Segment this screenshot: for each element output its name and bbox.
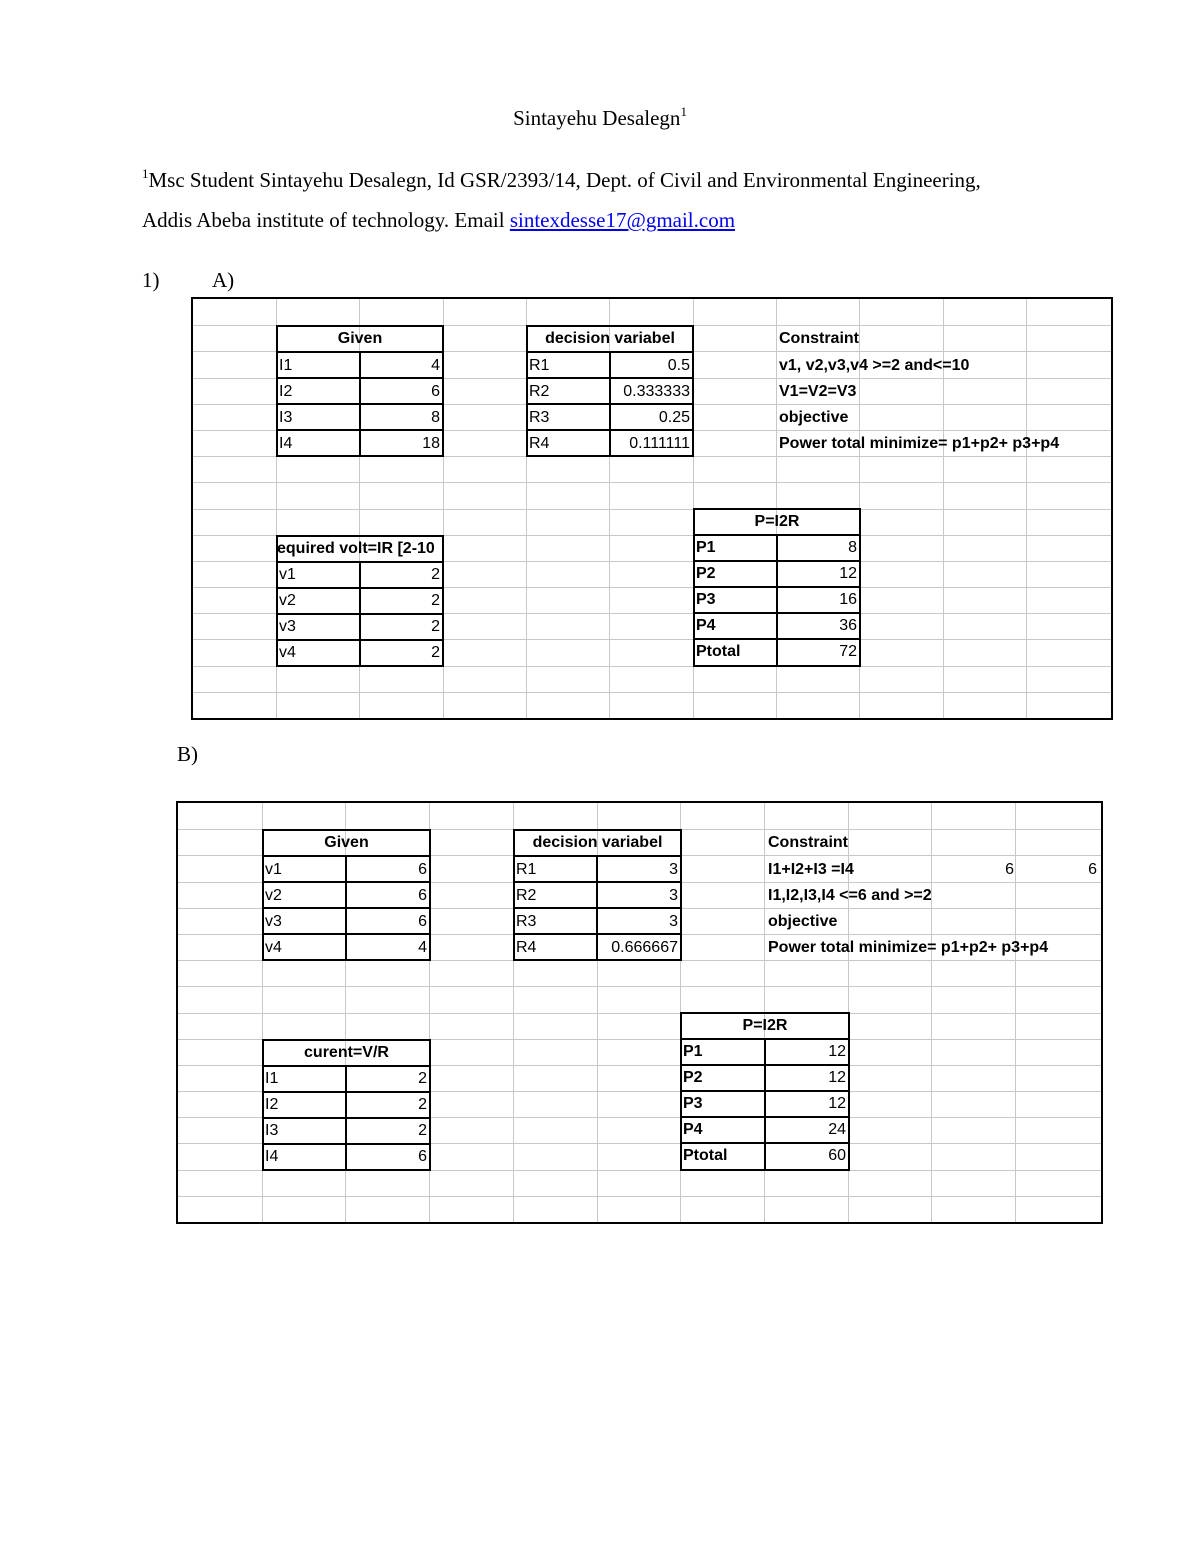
b-given-value: 6: [418, 887, 427, 904]
a-decision-label: R4: [529, 435, 550, 452]
b-power-label: P4: [683, 1121, 703, 1138]
a-voltage-value: 2: [431, 644, 440, 661]
a-power-label: P4: [696, 617, 716, 634]
b-constraint-line1: I1+I2+I3 =I4: [768, 861, 854, 878]
b-power-value: 24: [828, 1121, 846, 1138]
b-current-value: 2: [418, 1122, 427, 1139]
b-given-value: 4: [418, 939, 427, 956]
affiliation-text-2: Addis Abeba institute of technology. Email: [142, 208, 510, 232]
a-power-total-label: Ptotal: [696, 643, 741, 660]
a-constraint-line2: V1=V2=V3: [779, 383, 857, 400]
a-power-objective: Power total minimize= p1+p2+ p3+p4: [779, 435, 1060, 452]
b-current-label: I2: [265, 1096, 279, 1113]
email-link[interactable]: sintexdesse17@gmail.com: [509, 208, 736, 232]
a-given-title: Given: [337, 330, 383, 347]
a-power-value: 16: [839, 591, 857, 608]
b-constraint-line1-value2: 6: [1088, 861, 1097, 878]
author-name: Sintayehu Desalegn: [513, 106, 681, 130]
b-power-total-value: 60: [828, 1147, 846, 1164]
question-number: 1): [142, 268, 160, 292]
b-power-total-label: Ptotal: [683, 1147, 728, 1164]
a-voltage-title: equired volt=IR [2-10: [277, 540, 435, 557]
a-given-value: 6: [431, 383, 440, 400]
a-power-value: 36: [839, 617, 857, 634]
b-current-value: 6: [418, 1148, 427, 1165]
affiliation-superscript: 1: [142, 166, 149, 181]
part-b-spreadsheet: [176, 801, 1103, 1224]
a-power-total-value: 72: [839, 643, 857, 660]
b-power-objective: Power total minimize= p1+p2+ p3+p4: [768, 939, 1049, 956]
b-power-label: P2: [683, 1069, 703, 1086]
b-power-value: 12: [828, 1095, 846, 1112]
a-given-value: 4: [431, 357, 440, 374]
b-given-label: v4: [265, 939, 282, 956]
a-given-label: I4: [279, 435, 293, 452]
b-current-value: 2: [418, 1096, 427, 1113]
a-power-label: P1: [696, 539, 716, 556]
a-power-label: P3: [696, 591, 716, 608]
b-constraint-line1-value1: 6: [1005, 861, 1014, 878]
b-power-label: P1: [683, 1043, 703, 1060]
a-power-title: P=I2R: [754, 513, 800, 530]
a-constraint-line1: v1, v2,v3,v4 >=2 and<=10: [779, 357, 970, 374]
a-decision-label: R1: [529, 357, 550, 374]
a-decision-label: R3: [529, 409, 550, 426]
a-given-label: I3: [279, 409, 293, 426]
b-given-label: v2: [265, 887, 282, 904]
a-decision-label: R2: [529, 383, 550, 400]
b-current-label: I1: [265, 1070, 279, 1087]
b-decision-label: R2: [516, 887, 537, 904]
b-objective-label: objective: [768, 913, 838, 930]
affiliation-text-1: Msc Student Sintayehu Desalegn, Id GSR/2393/14, Dept. of Civil and Environmental Engineering,: [148, 168, 981, 192]
a-voltage-value: 2: [431, 592, 440, 609]
b-power-value: 12: [828, 1069, 846, 1086]
part-b-label: B): [177, 742, 198, 766]
a-decision-title: decision variabel: [545, 330, 675, 347]
a-decision-value: 0.5: [667, 357, 690, 374]
affiliation-line-1: [142, 168, 981, 193]
b-decision-title: decision variabel: [532, 834, 663, 851]
a-power-value: 8: [848, 539, 857, 556]
a-constraint-title: Constraint: [779, 330, 859, 347]
b-given-label: v1: [265, 861, 282, 878]
a-decision-value: 0.333333: [623, 383, 690, 400]
author-title: [0, 106, 1200, 131]
b-current-label: I4: [265, 1148, 279, 1165]
b-power-label: P3: [683, 1095, 703, 1112]
b-decision-value: 3: [669, 887, 678, 904]
b-decision-label: R1: [516, 861, 537, 878]
a-power-label: P2: [696, 565, 716, 582]
a-voltage-label: v3: [279, 618, 296, 635]
b-given-label: v3: [265, 913, 282, 930]
b-decision-value: 3: [669, 861, 678, 878]
a-voltage-label: v2: [279, 592, 296, 609]
b-decision-value: 0.666667: [611, 939, 678, 956]
part-a-label: A): [212, 268, 235, 292]
author-superscript: 1: [680, 104, 687, 119]
a-voltage-value: 2: [431, 618, 440, 635]
b-current-label: I3: [265, 1122, 279, 1139]
b-given-value: 6: [418, 913, 427, 930]
a-decision-value: 0.111111: [629, 435, 690, 452]
b-constraint-line2: I1,I2,I3,I4 <=6 and >=2: [768, 887, 932, 904]
b-decision-label: R3: [516, 913, 537, 930]
a-given-label: I1: [279, 357, 293, 374]
b-power-title: P=I2R: [742, 1017, 788, 1034]
b-given-title: Given: [324, 834, 369, 851]
a-given-label: I2: [279, 383, 293, 400]
a-given-value: 8: [431, 409, 440, 426]
a-objective-label: objective: [779, 409, 849, 426]
b-constraint-title: Constraint: [768, 834, 848, 851]
a-decision-value: 0.25: [658, 409, 690, 426]
b-given-value: 6: [418, 861, 427, 878]
affiliation-line-2: [142, 208, 735, 233]
b-current-title: curent=V/R: [304, 1044, 389, 1061]
a-power-value: 12: [839, 565, 857, 582]
b-power-value: 12: [828, 1043, 846, 1060]
part-a-spreadsheet: [191, 297, 1113, 720]
a-given-value: 18: [422, 435, 440, 452]
b-decision-value: 3: [669, 913, 678, 930]
b-current-value: 2: [418, 1070, 427, 1087]
b-decision-label: R4: [516, 939, 537, 956]
a-voltage-label: v4: [279, 644, 296, 661]
a-voltage-label: v1: [279, 566, 296, 583]
a-voltage-value: 2: [431, 566, 440, 583]
